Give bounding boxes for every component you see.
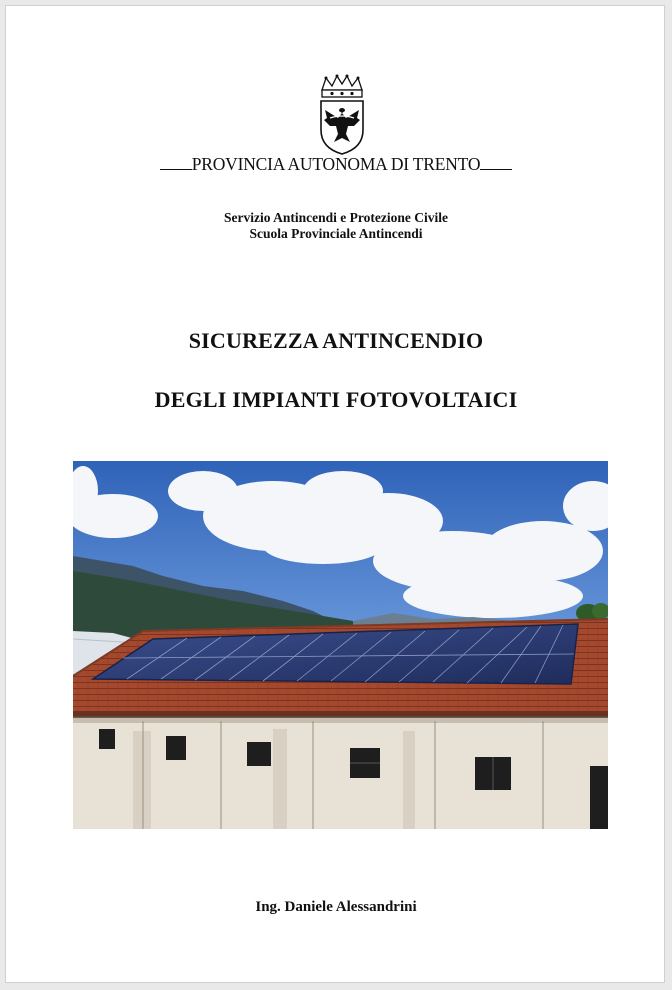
service-line-2: Scuola Provinciale Antincendi [249,226,423,241]
province-heading [6,154,666,175]
service-line-1: Servizio Antincendi e Protezione Civile [224,210,448,225]
author-name: Ing. Daniele Alessandrini [255,899,417,915]
document-title-line-2: DEGLI IMPIANTI FOTOVOLTAICI [154,387,518,412]
trento-eagle-crest-icon [316,74,368,156]
document-page [5,5,665,983]
solar-panel-roof-photo [73,461,608,829]
province-name: PROVINCIA AUTONOMA DI TRENTO [191,154,481,174]
underline-rule [160,155,192,170]
document-title-line-1: SICUREZZA ANTINCENDIO [188,328,484,353]
service-block [6,210,666,242]
underline-rule [480,155,512,170]
